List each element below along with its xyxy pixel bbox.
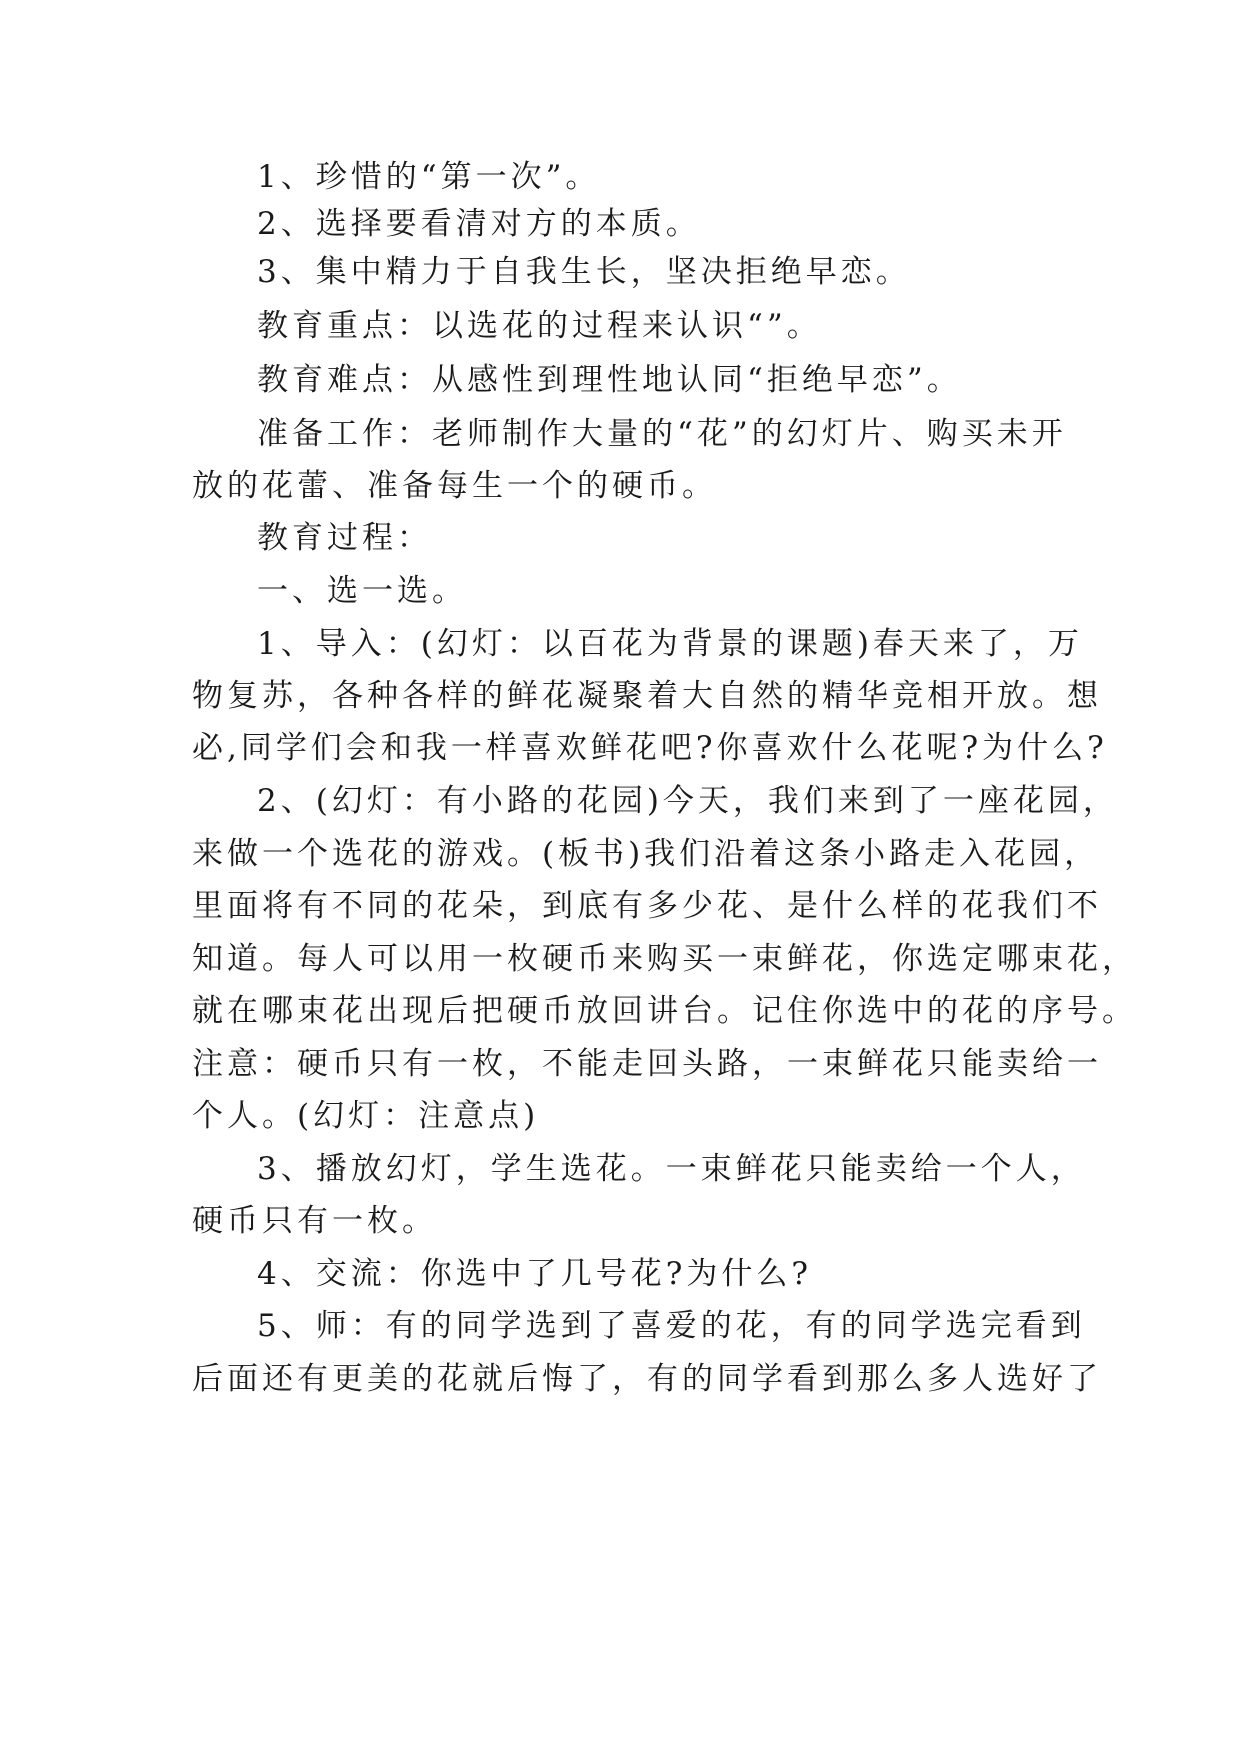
list-item-cherish-first-time: 1、珍惜的“第一次”。 [257,159,601,195]
paragraph-teacher-line-2: 后面还有更美的花就后悔了，有的同学看到那么多人选好了 [192,1361,1102,1397]
paragraph-garden-line-6: 注意：硬币只有一枚，不能走回头路，一束鲜花只能卖给一 [192,1046,1102,1082]
paragraph-slides-line-1: 3、播放幻灯，学生选花。一束鲜花只能卖给一个人， [257,1151,1086,1187]
paragraph-intro-line-1: 1、导入：(幻灯：以百花为背景的课题)春天来了，万 [257,626,1083,662]
paragraph-garden-line-1: 2、(幻灯：有小路的花园)今天，我们来到了一座花园， [257,783,1118,819]
process-heading: 教育过程： [257,520,432,556]
teaching-focus: 教育重点：以选花的过程来认识“”。 [257,308,822,344]
paragraph-teacher-line-1: 5、师：有的同学选到了喜爱的花，有的同学选完看到 [257,1308,1086,1344]
paragraph-exchange: 4、交流：你选中了几号花?为什么? [257,1256,812,1292]
paragraph-slides-line-2: 硬币只有一枚。 [192,1203,437,1239]
paragraph-garden-line-3: 里面将有不同的花朵，到底有多少花、是什么样的花我们不 [192,888,1102,924]
paragraph-garden-line-5: 就在哪束花出现后把硬币放回讲台。记住你选中的花的序号。 [192,993,1137,1029]
list-item-focus-growth: 3、集中精力于自我生长，坚决拒绝早恋。 [257,254,911,290]
paragraph-garden-line-4: 知道。每人可以用一枚硬币来购买一束鲜花，你选定哪束花， [192,941,1137,977]
section-heading-choose: 一、选一选。 [257,573,467,609]
paragraph-garden-line-2: 来做一个选花的游戏。(板书)我们沿着这条小路走入花园， [192,836,1100,872]
preparation-line-1: 准备工作：老师制作大量的“花”的幻灯片、购买未开 [257,416,1067,452]
paragraph-garden-line-7: 个人。(幻灯：注意点) [192,1098,540,1134]
teaching-difficulty: 教育难点：从感性到理性地认同“拒绝早恋”。 [257,362,962,398]
preparation-line-2: 放的花蕾、准备每生一个的硬币。 [192,468,717,504]
paragraph-intro-line-3: 必,同学们会和我一样喜欢鲜花吧?你喜欢什么花呢?为什么? [192,730,1108,766]
list-item-see-nature: 2、选择要看清对方的本质。 [257,206,701,242]
paragraph-intro-line-2: 物复苏，各种各样的鲜花凝聚着大自然的精华竞相开放。想 [192,678,1102,714]
